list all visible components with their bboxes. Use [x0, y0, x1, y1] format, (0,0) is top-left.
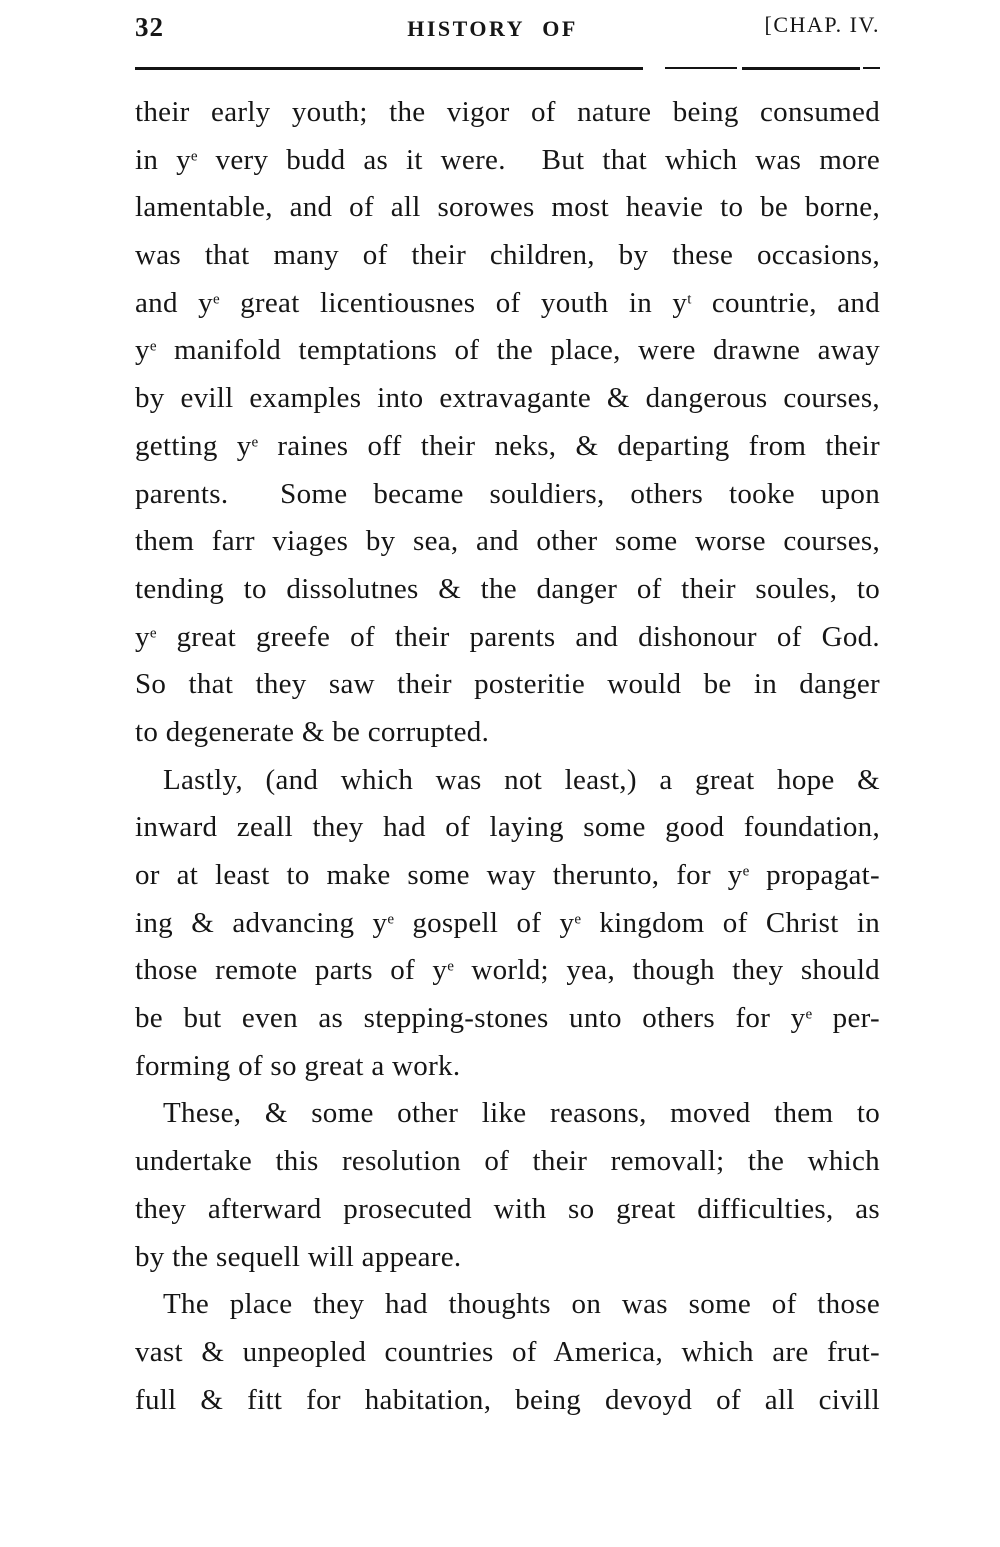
text-line: those remote parts of $y^e$ world; yea, though they should — [135, 954, 880, 987]
text-line: they afterward prosecuted with so great difficulties, as — [135, 1192, 880, 1225]
superscript-letter: e — [190, 148, 198, 165]
text-line: forming of so great a work. — [135, 1049, 461, 1082]
header-rule-segment — [665, 67, 737, 69]
superscript-letter: e — [387, 911, 395, 928]
text-line: Lastly, (and which was not least,) a great hope & — [163, 763, 880, 796]
text-line: $y^e$ great greefe of their parents and dishonour of God. — [135, 620, 880, 653]
text-line: tending to dissolutnes & the danger of their soules, to — [135, 572, 880, 605]
running-title: HISTORY OF — [407, 16, 578, 41]
text-line: undertake this resolution of their removall; the which — [135, 1145, 880, 1178]
superscript-letter: e — [251, 434, 259, 451]
header-rule-segment — [863, 67, 880, 69]
text-line: These, & some other like reasons, moved them to — [163, 1097, 880, 1130]
text-line: So that they saw their posteritie would be in danger — [135, 668, 880, 701]
text-line: them farr viages by sea, and other some worse courses, — [135, 525, 880, 558]
superscript-letter: e — [213, 291, 220, 308]
text-line: by evill examples into extravagante & dangerous courses, — [135, 382, 880, 415]
text-line: ing & advancing $y^e$ gospell of $y^e$ kingdom of Christ in — [135, 906, 880, 939]
text-line: getting $y^e$ raines off their neks, & departing from their — [135, 429, 880, 462]
text-line: The place they had thoughts on was some of those — [163, 1288, 880, 1321]
page-header — [135, 0, 880, 50]
page-number: 32 — [135, 12, 164, 42]
text-line: vast & unpeopled countries of America, which are frut- — [135, 1335, 880, 1368]
superscript-letter: e — [447, 959, 454, 976]
superscript-letter: e — [742, 863, 750, 880]
text-line: and $y^e$ great licentiousnes of youth in $y^t$ countrie, and — [135, 286, 881, 319]
text-line: in $y^e$ very budd as it were. But that which was more — [135, 143, 880, 176]
header-rule-segment — [742, 67, 860, 70]
text-line: lamentable, and of all sorowes most heavie to be borne, — [135, 191, 880, 224]
chapter-label: [CHAP. IV. — [764, 12, 880, 37]
header-rule-segment — [135, 67, 643, 70]
header-rule — [135, 66, 880, 70]
superscript-letter: e — [149, 625, 157, 642]
text-line: inward zeall they had of laying some good foundation, — [135, 811, 880, 844]
text-line: or at least to make some way therunto, for $y^e$ propagat- — [135, 859, 880, 891]
superscript-letter: e — [574, 911, 582, 928]
text-line: be but even as stepping-stones unto others for $y^e$ per- — [135, 1002, 880, 1035]
text-line: to degenerate & be corrupted. — [135, 715, 490, 748]
page-body — [135, 89, 880, 1424]
text-line: was that many of their children, by these occasions, — [135, 239, 880, 272]
text-line: parents. Some became souldiers, others tooke upon — [135, 477, 880, 510]
superscript-letter: e — [149, 339, 157, 356]
text-line: their early youth; the vigor of nature being consumed — [135, 96, 880, 128]
text-line: full & fitt for habitation, being devoyd of all civill — [135, 1383, 880, 1416]
text-line: $y^e$ manifold temptations of the place, were drawne away — [135, 334, 880, 367]
text-line: by the sequell will appeare. — [135, 1240, 462, 1273]
superscript-letter: t — [687, 291, 692, 308]
superscript-letter: e — [805, 1006, 813, 1023]
